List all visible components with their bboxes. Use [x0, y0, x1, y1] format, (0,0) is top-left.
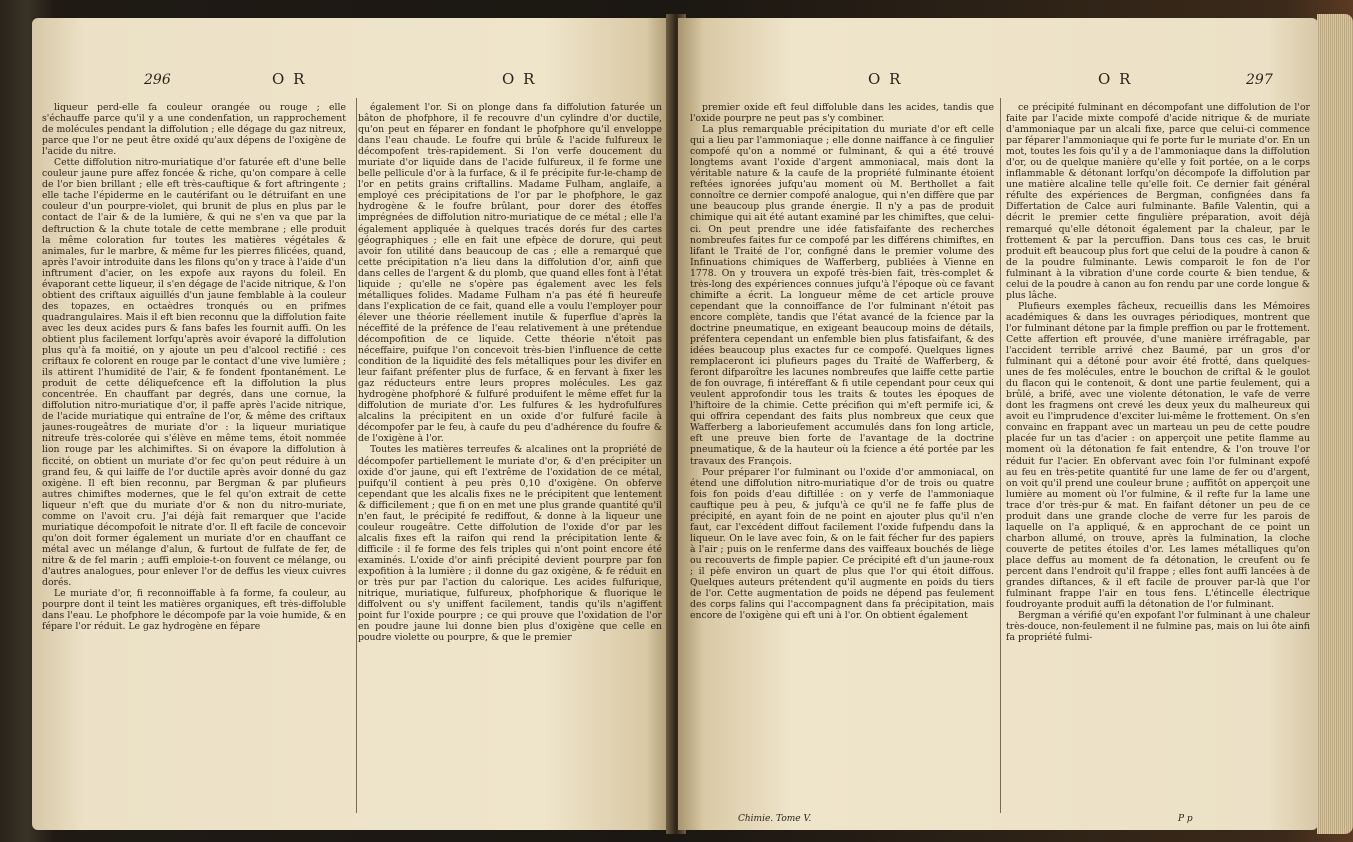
paragraph: liqueur perd-elle fa couleur orangée ou rouge ; elle s'échauffe parce qu'il y a une condenfation, un rapprochement de molécules pendant la diffolution ; elle dégage du gaz nitreux, parce que l'or ne peut être oxidé qu'aux dépens de l'oxigène de l'acide du nitre.	[42, 102, 346, 158]
paragraph: Bergman a vérifié qu'en expofant l'or fulminant à une chaleur très-douce, non-feulement il ne fulmine pas, mais on lui ôte ainfi fa propriété fulmi-	[1006, 610, 1310, 644]
paragraph: Plufieurs exemples fâcheux, recueillis dans les Mémoires académiques & dans les ouvrages périodiques, montrent que l'or fulminant détone par la fimple preffion ou par le frottement. Cette affertion eft prouvée, d'une manière irréfragable, par l'accident terrible arrivé chez Baumé, par un gros d'or fulminant qui a détoné pour avoir été frotté, dans quelques-unes de fes molécules, entre le bouchon de criftal & le goulot du flacon qui le contenoit, & dont une partie feulement, qui a brûlé, a brifé, avec une violente détonation, le vafe de verre dont les fragmens ont crevé les deux yeux du malheureux qui avoit eu l'imprudence d'exciter lui-même le frottement. On s'en convainc en frappant avec un marteau un peu de cette poudre placée fur un tas d'acier : on apperçoit une petite flamme au moment où la détonation fe fait entendre, & l'on trouve l'or réduit fur l'acier. En obfervant avec foin l'or fulminant expofé au feu en très-petite quantité fur une lame de fer ou d'argent, on voit qu'il prend une couleur brune ; auffitôt on apperçoit une lumière au moment où l'or fulmine, & il refte fur la lame une trace d'or très-pur & mat. En faifant détoner un peu de ce produit dans une grande cloche de verre fur les parois de laquelle on l'a appliqué, & en approchant de ce point un charbon allumé, on trouve, après la fulmination, la cloche couverte de petites étoiles d'or. Les lames métalliques qu'on place deffus au moment de fa détonation, le creufent ou fe percent dans l'endroit qu'il frappe ; elles font auffi lancées à de grandes diftances, & il eft facile de prouver par-là que l'or fulminant frappe l'air en tous fens. L'étincelle électrique foudroyante produit auffi la détonation de l'or fulminant.	[1006, 300, 1310, 611]
right-column-2	[1006, 102, 1310, 814]
page-edges	[1317, 14, 1353, 834]
gathering-mark: P p	[1178, 814, 1193, 824]
left-column-1	[42, 102, 346, 814]
right-page	[678, 18, 1318, 830]
left-running-head-1: O R	[272, 70, 307, 88]
right-page-number: 297	[1246, 72, 1273, 88]
left-running-head-2: O R	[502, 70, 537, 88]
left-page-number: 296	[144, 72, 171, 88]
left-page	[32, 18, 672, 830]
right-column-1	[690, 102, 994, 814]
left-columns	[42, 102, 662, 814]
right-running-head-2: O R	[1098, 70, 1133, 88]
left-column-2	[358, 102, 662, 814]
paragraph: La plus remarquable précipitation du muriate d'or eft celle qui a lieu par l'ammoniaque ; elle donne naiffance à ce fingulier compofé qu'on a nommé or fulminant, & qui a été trouvé longtems avant l'oxide d'argent ammoniacal, mais dont la véritable nature & la caufe de la propriété fulminante étoient reftées ignorées jufqu'au moment où M. Berthollet a fait connoître ce dernier compofé analogue, qui n'en diffère que par une beaucoup plus grande énergie. Il n'y a pas de produit chimique qui ait été autant examiné par les chimiftes, que celui-ci. On peut prendre une idée fatisfaifante des recherches nombreufes faites fur ce compofé par les différens chimiftes, en lifant le Traité de l'or, configné dans le premier volume des Infinuations chimiques de Wafferberg, publiées à Vienne en 1778. On y trouvera un expofé très-bien fait, très-complet & très-long des expériences connues jufqu'à l'époque où ce favant chimifte a écrit. La longueur même de cet article prouve cependant que la connoiffance de l'or fulminant n'étoit pas encore complète, tandis que l'état avancé de la fcience par la doctrine pneumatique, en exigeant beaucoup moins de détails, préfentera cependant un enfemble bien plus fatisfaifant, & des idées beaucoup plus exactes fur ce compofé. Quelques lignes remplaceront ici plufieurs pages du Traité de Wafferberg, & feront difparoître les lacunes nombreufes que laiffe cette partie de fon ouvrage, fi intéreffant & fi utile cependant pour ceux qui veulent approfondir tous les traits & toutes les époques de l'hiftoire de la chimie. Cette précifion qui m'eft permife ici, & qui offrira cependant des faits plus nombreux que ceux que Wafferberg a laborieufement accumulés dans fon long article, eft une preuve bien forte de l'avantage de la doctrine pneumatique, & de la hauteur où la fcience a été portée par les travaux des François.	[690, 124, 994, 467]
paragraph: Toutes les matières terreufes & alcalines ont la propriété de décompofer partiellement le muriate d'or, & d'en précipiter un oxide d'or jaune, qui eft l'extrême de l'oxidation de ce métal, puifqu'il contient à peu près 0,10 d'oxigène. On obferve cependant que les alcalis fixes ne le précipitent que lentement & difficilement ; que fi on en met une plus grande quantité qu'il n'en faut, le précipité fe rediffout, & donne à la liqueur une couleur rougeâtre. Cette diffolution de l'oxide d'or par les alcalis fixes eft la raifon qui rend la précipitation lente & difficile : il fe forme des fels triples qui n'ont point encore été examinés. L'oxide d'or ainfi précipité devient pourpre par fon expofition à la lumière ; il donne du gaz oxigène, & fe réduit en or très pur par l'action du calorique. Les acides fulfurique, nitrique, muriatique, fulfureux, phofphorique & fluorique le diffolvent ou s'y uniffent facilement, tandis qu'ils n'agiffent point fur l'oxide pourpre ; ce qui prouve que l'oxidation de l'or en poudre jaune lui donne bien plus d'oxigène que celle en poudre violette ou pourpre, & que le premier	[358, 444, 662, 644]
right-columns	[690, 102, 1310, 814]
paragraph: premier oxide eft feul diffoluble dans les acides, tandis que l'oxide pourpre ne peut pas s'y combiner.	[690, 102, 994, 125]
paragraph: Le muriate d'or, fi reconnoiffable à fa forme, fa couleur, au pourpre dont il teint les matières organiques, eft très-diffoluble dans l'eau. Le phofphore le décompofe par la voie humide, & en fépare l'or réduit. Le gaz hydrogène en fépare	[42, 588, 346, 633]
right-running-head-1: O R	[868, 70, 903, 88]
paragraph: également l'or. Si on plonge dans fa diffolution faturée un bâton de phofphore, il fe recouvre d'un cylindre d'or ductile, qu'on peut en féparer en fondant le phofphore qu'il enveloppe dans l'eau chaude. Le foufre qui brûle & l'acide fulfureux le décompofent très-rapidement. Si l'on verfe doucement du muriate d'or liquide dans de l'acide fulfureux, il fe forme une belle pellicule d'or à la furface, & il fe précipite fur-le-champ de l'or en petits grains criftallins. Madame Fulham, anglaife, a employé ces précipitations de l'or par le phofphore, le gaz hydrogène & le foufre brûlant, pour dorer des étoffes imprégnées de diffolution nitro-muriatique de ce métal ; elle l'a également appliquée à quelques tracés dorés fur des cartes géographiques ; elle en fait une efpèce de dorure, qui peut avoir fon utilité dans beaucoup de cas ; elle a remarqué que cette précipitation n'a lieu dans la diffolution d'or, ainfi que dans celles de l'argent & du plomb, que quand elles font à l'état liquide ; qu'elle ne s'opère pas également avec les fels métalliques folides. Madame Fulham n'a pas été fi heureufe dans l'explication de ce fait, quand elle a voulu l'employer pour élever une théorie réellement inutile & fuperflue d'après la néceffité de la préfence de l'eau relativement à une prétendue décompofition de ce liquide. Cette théorie n'étoit pas néceffaire, puifque l'on concevoit très-bien l'influence de cette condition de la liquidité des fels métalliques pour les divifer en leur faifant préfenter plus de furface, & en fervant à fixer les gaz réducteurs entre leurs propres molécules. Les gaz hydrogène phofphoré & fulfuré produifent le même effet fur la diffolution de muriate d'or. Les fulfures & les hydrofulfures alcalins la précipitent en un oxide d'or fulfuré facile à décompofer par le feu, à caufe du peu d'adhérence du foufre & de l'oxigène à l'or.	[358, 102, 662, 445]
paragraph: ce précipité fulminant en décompofant une diffolution de l'or faite par l'acide mixte compofé d'acide nitrique & de muriate d'ammoniaque par un alcali fixe, parce que celui-ci commence par féparer l'ammoniaque qui fe porte fur le muriate d'or. En un mot, toutes les fois qu'il y a de l'ammoniaque dans la diffolution d'or, ou de quelque manière qu'elle y foit portée, on a le corps inflammable & détonant lorfqu'on décompofe la diffolution par une matière alcaline telle qu'elle foit. Ce dernier fait général réfulte des expériences de Bergman, confignées dans fa Differtation de Calce auri fulminante. Bafile Valentin, qui a décrit le premier cette fingulière préparation, avoit déjà remarqué qu'elle détonoit également par la chaleur, par le frottement & par la percuffion. Dans tous ces cas, le bruit produit eft beaucoup plus fort que celui de la poudre à canon & de la poudre fulminante. Lewis comparoit le fon de l'or fulminant à la vibration d'une corde courte & bien tendue, & celui de la poudre à canon au fon rendu par une corde longue & plus lâche.	[1006, 102, 1310, 301]
paragraph: Cette diffolution nitro-muriatique d'or faturée eft d'une belle couleur jaune pure affez foncée & riche, qu'on compare à celle de l'or bien brillant ; elle eft très-cauftique & fort aftringente ; elle tache l'épiderme en le cautérifant ou le détruifant en une couleur d'un pourpre-violet, qui brunit de plus en plus par le contact de l'air & de la lumière, & qui ne s'en va que par la deftruction & la chute totale de cette membrane ; elle produit la même coloration fur toutes les matières végétales & animales, fur le marbre, & même fur les pierres filicées, quand, après l'avoir introduite dans les filons qu'on y trace à l'aide d'un inftrument d'acier, on les expofe aux rayons du foleil. En évaporant cette liqueur, il s'en dégage de l'acide nitrique, & l'on obtient des criftaux aiguillés d'un jaune femblable à la couleur des topazes, en octaèdres tronqués ou en prifmes quadrangulaires. Mais il eft bien reconnu que la diffolution faite avec les deux acides purs & fans bafes les fournit auffi. On les obtient plus facilement lorfqu'après avoir évaporé la diffolution plus qu'à fa moitié, on y ajoute un peu d'alcool rectifié : ces criftaux fe colorent en rouge par le contact d'une vive lumière ; ils attirent l'humidité de l'air, & fe fondent fpontanément. Le produit de cette déliquefcence eft la diffolution la plus concentrée. En chauffant par degrés, dans une cornue, la diffolution nitro-muriatique d'or, il paffe après l'acide nitrique, de l'acide muriatique qui entraîne de l'or, & même des criftaux jaunes-rougeâtres de muriate d'or : la liqueur muriatique nitreufe très-colorée qui s'élève en même tems, étoit nommée lion rouge par les alchimiftes. Si on évapore la diffolution à ficcité, on obtient un muriate d'or fec qu'on peut réduire à un grand feu, & qui laiffe de l'or ductile après avoir donné du gaz oxigène. Il eft bien reconnu, par Bergman & par plufieurs autres chimiftes modernes, que le fel qu'on extrait de cette liqueur n'eft que du muriate d'or & non du nitro-muriate, comme on l'avoit cru. J'ai déjà fait remarquer que l'acide muriatique décompofoit le nitrate d'or. Il eft facile de concevoir qu'on doit former également un muriate d'or en chauffant ce métal avec un mélange d'alun, & furtout de fulfate de fer, de nitre & de fel marin ; auffi emploie-t-on fouvent ce mélange, ou d'autres analogues, pour enlever l'or de deffus les vieux cuivres dorés.	[42, 157, 346, 589]
paragraph: Pour préparer l'or fulminant ou l'oxide d'or ammoniacal, on étend une diffolution nitro-muriatique d'or de trois ou quatre fois fon poids d'eau diftillée : on y verfe de l'ammoniaque cauftique peu à peu, & jufqu'à ce qu'il ne fe faffe plus de précipité, en ayant foin de ne point en ajouter plus qu'il n'en faut, car l'excédent diffout facilement l'oxide fufpendu dans la liqueur. On le lave avec foin, & on le fait fécher fur des papiers à l'air ; puis on le renferme dans des vaiffeaux bouchés de liège ou recouverts de fimple papier. Ce précipité eft d'un jaune-roux ; il pèfe environ un quart de plus que l'or qui étoit diffous. Quelques auteurs prétendent qu'il augmente en poids du tiers de l'or. Cette augmentation de poids ne dépend pas feulement des corps falins qui l'accompagnent dans fa précipitation, mais encore de l'oxigène qui eft uni à l'or. On obtient également	[690, 466, 994, 622]
signature-mark: Chimie. Tome V.	[738, 814, 812, 824]
